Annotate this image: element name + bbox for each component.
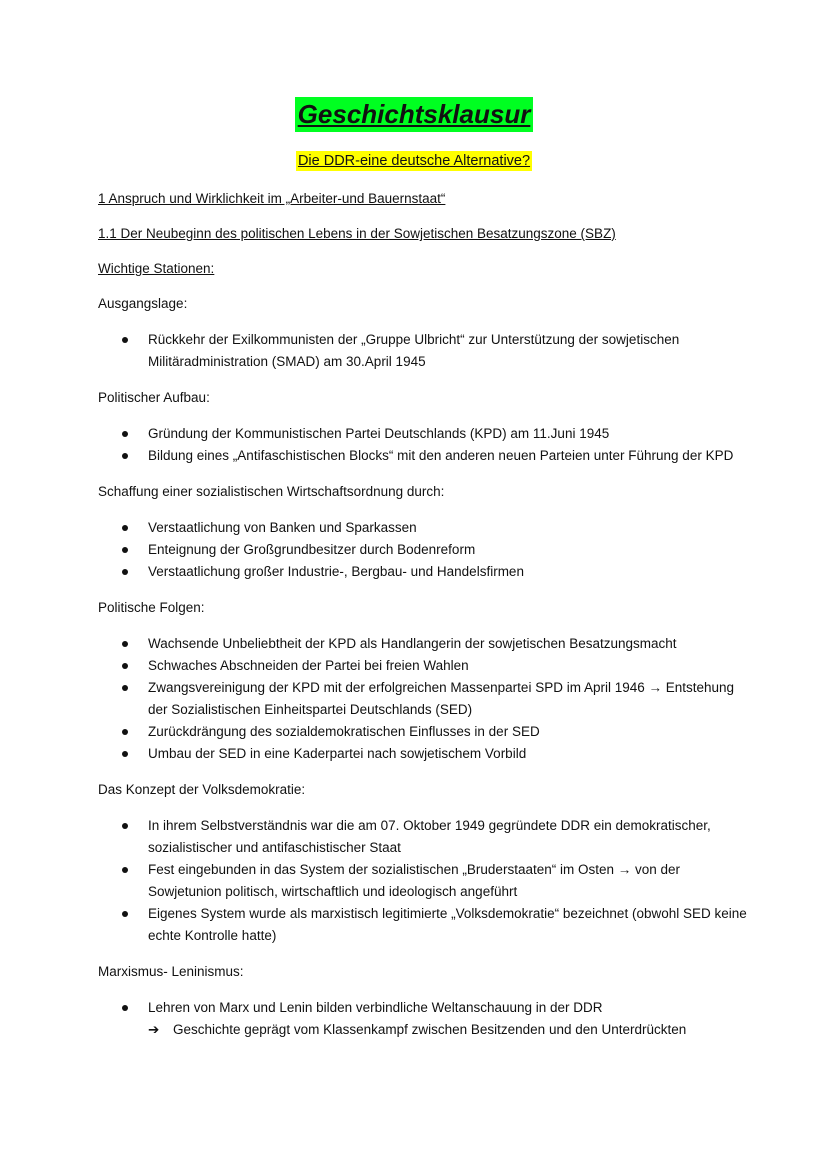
list-item: Gründung der Kommunistischen Partei Deutschlands (KPD) am 11.Juni 1945 bbox=[98, 423, 748, 445]
list-item: Schwaches Abschneiden der Partei bei freien Wahlen bbox=[98, 655, 748, 677]
list-item: Verstaatlichung von Banken und Sparkassen bbox=[98, 517, 748, 539]
section-label-marxismus-leninismus: Marxismus- Leninismus: bbox=[98, 964, 244, 979]
list-item: Bildung eines „Antifaschistischen Blocks“ mit den anderen neuen Parteien unter Führung der KPD bbox=[98, 445, 748, 467]
section-label-politische-folgen: Politische Folgen: bbox=[98, 600, 205, 615]
list-item: Zwangsvereinigung der KPD mit der erfolgreichen Massenpartei SPD im April 1946 → Entstehung der Sozialistischen Einheitspartei Deutschlands (SED) bbox=[98, 677, 748, 721]
list-politischer-aufbau bbox=[98, 423, 748, 467]
page-subtitle: Die DDR-eine deutsche Alternative? bbox=[297, 153, 531, 169]
document-body bbox=[98, 188, 748, 1041]
list-volksdemokratie bbox=[98, 815, 748, 947]
list-marxismus-leninismus bbox=[98, 997, 748, 1019]
title-container bbox=[0, 97, 828, 132]
bullet-icon bbox=[122, 1005, 128, 1011]
bullet-icon bbox=[122, 663, 128, 669]
section-label-politischer-aufbau: Politischer Aufbau: bbox=[98, 390, 210, 405]
list-item: Zurückdrängung des sozialdemokratischen Einflusses in der SED bbox=[98, 721, 748, 743]
list-item: In ihrem Selbstverständnis war die am 07. Oktober 1949 gegründete DDR ein demokratischer, sozialistischer und antifaschistischer Staat bbox=[98, 815, 748, 859]
list-item: Umbau der SED in eine Kaderpartei nach sowjetischem Vorbild bbox=[98, 743, 748, 765]
list-item: Fest eingebunden in das System der sozialistischen „Bruderstaaten“ im Osten → von der Sowjetunion politisch, wirtschaftlich und ideologisch angeführt bbox=[98, 859, 748, 903]
bullet-icon bbox=[122, 641, 128, 647]
bullet-icon bbox=[122, 685, 128, 691]
bullet-icon bbox=[122, 823, 128, 829]
bullet-icon bbox=[122, 867, 128, 873]
list-item: Lehren von Marx und Lenin bilden verbindliche Weltanschauung in der DDR bbox=[98, 997, 748, 1019]
stations-label: Wichtige Stationen: bbox=[98, 261, 215, 276]
bullet-icon bbox=[122, 525, 128, 531]
arrow-right-icon: ➔ bbox=[148, 1022, 160, 1037]
bullet-icon bbox=[122, 337, 128, 343]
bullet-icon bbox=[122, 453, 128, 459]
bullet-icon bbox=[122, 729, 128, 735]
bullet-icon bbox=[122, 547, 128, 553]
heading-1: 1 Anspruch und Wirklichkeit im „Arbeiter-und Bauernstaat“ bbox=[98, 191, 446, 206]
list-item: Wachsende Unbeliebtheit der KPD als Handlangerin der sowjetischen Besatzungsmacht bbox=[98, 633, 748, 655]
list-politische-folgen bbox=[98, 633, 748, 765]
bullet-icon bbox=[122, 911, 128, 917]
sub-list-item: ➔ Geschichte geprägt vom Klassenkampf zwischen Besitzenden und den Unterdrückten bbox=[98, 1019, 748, 1041]
list-item: Enteignung der Großgrundbesitzer durch Bodenreform bbox=[98, 539, 748, 561]
list-item: Rückkehr der Exilkommunisten der „Gruppe Ulbricht“ zur Unterstützung der sowjetischen Militäradministration (SMAD) am 30.April 1945 bbox=[98, 329, 748, 373]
section-label-ausgangslage: Ausgangslage: bbox=[98, 296, 188, 311]
page-title: Geschichtsklausur bbox=[295, 97, 534, 132]
section-label-wirtschaftsordnung: Schaffung einer sozialistischen Wirtschaftsordnung durch: bbox=[98, 484, 445, 499]
list-wirtschaftsordnung bbox=[98, 517, 748, 583]
list-ausgangslage bbox=[98, 329, 748, 373]
section-label-volksdemokratie: Das Konzept der Volksdemokratie: bbox=[98, 782, 306, 797]
list-item: Verstaatlichung großer Industrie-, Bergbau- und Handelsfirmen bbox=[98, 561, 748, 583]
bullet-icon bbox=[122, 431, 128, 437]
subtitle-container bbox=[0, 151, 828, 171]
list-item: Eigenes System wurde als marxistisch legitimierte „Volksdemokratie“ bezeichnet (obwohl SED keine echte Kontrolle hatte) bbox=[98, 903, 748, 947]
bullet-icon bbox=[122, 751, 128, 757]
heading-1-1: 1.1 Der Neubeginn des politischen Lebens in der Sowjetischen Besatzungszone (SBZ) bbox=[98, 226, 616, 241]
bullet-icon bbox=[122, 569, 128, 575]
